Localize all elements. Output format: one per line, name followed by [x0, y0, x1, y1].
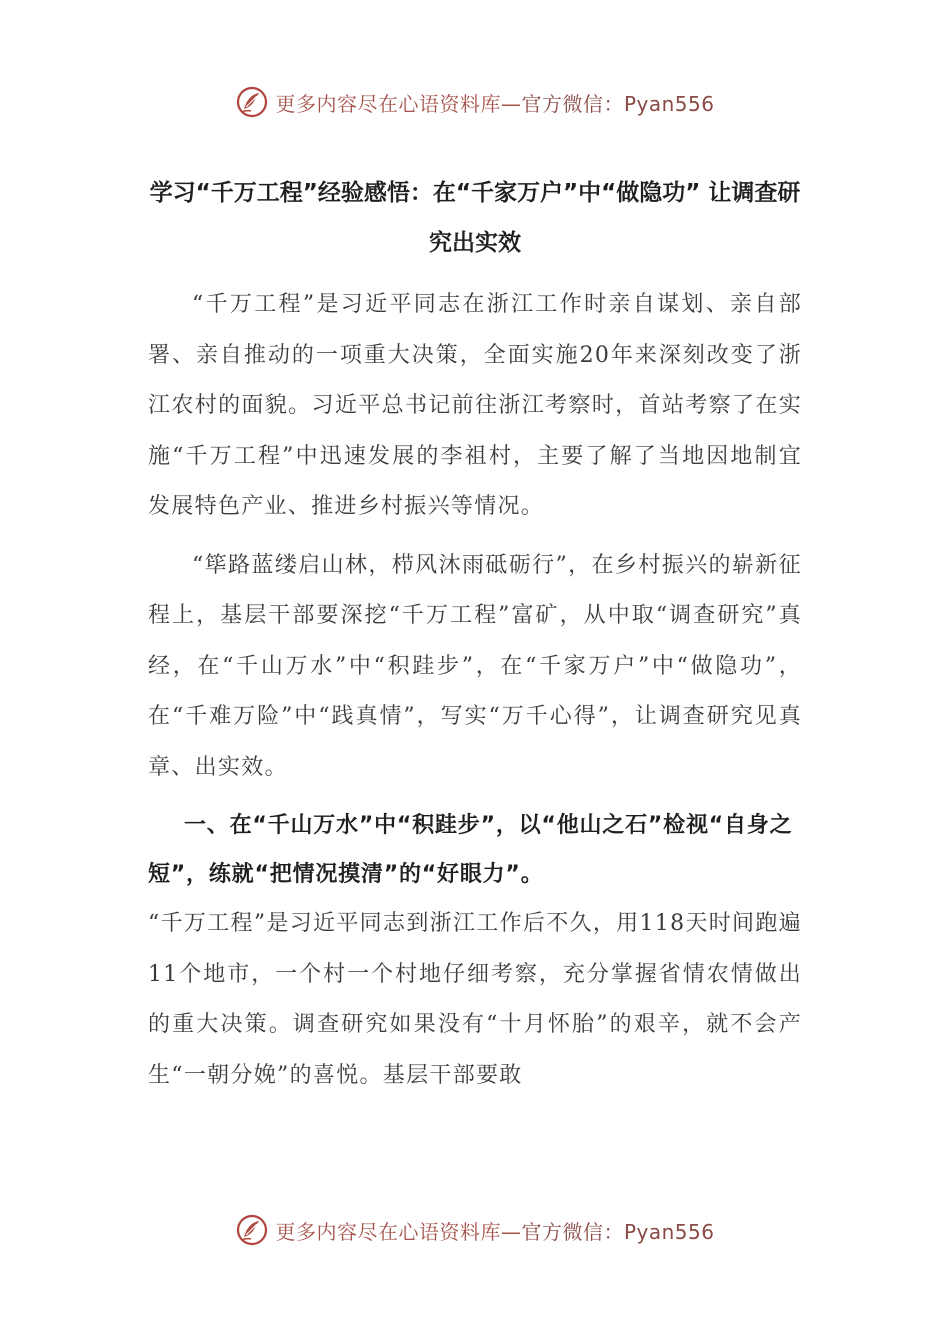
watermark-text: 更多内容尽在心语资料库—官方微信：Pyan556 — [275, 91, 715, 116]
watermark-banner-top — [0, 82, 950, 122]
watermark-banner-bottom — [0, 1210, 950, 1250]
paragraph-intro: “千万工程”是习近平同志在浙江工作时亲自谋划、亲自部署、亲自推动的一项重大决策，全面实施20年来深刻改变了浙江农村的面貌。习近平总书记前往浙江考察时，首站考察了在实施“千万工程”中迅速发展的李祖村，主要了解了当地因地制宜发展特色产业、推进乡村振兴等情况。 — [148, 292, 802, 519]
watermark-text: 更多内容尽在心语资料库—官方微信：Pyan556 — [275, 1219, 715, 1244]
section-heading-1: 一、在“千山万水”中“积跬步”，以“他山之石”检视“自身之短”，练就“把情况摸清”的“好眼力”。 — [148, 813, 793, 887]
section-paragraph-1: “千万工程”是习近平同志到浙江工作后不久，用118天时间跑遍11个地市，一个村一个村地仔细考察，充分掌握省情农情做出的重大决策。调查研究如果没有“十月怀胎”的艰辛，就不会产生“一朝分娩”的喜悦。基层干部要敢 — [148, 911, 802, 1088]
pen-logo-icon — [235, 1213, 269, 1247]
document-title: 学习“千万工程”经验感悟：在“千家万户”中“做隐功” 让调查研究出实效 — [149, 180, 801, 256]
document-body — [148, 280, 802, 1109]
paragraph-overview: “筚路蓝缕启山林，栉风沐雨砥砺行”，在乡村振兴的崭新征程上，基层干部要深挖“千万工程”富矿，从中取“调查研究”真经，在“千山万水”中“积跬步”，在“千家万户”中“做隐功”，在“千难万险”中“践真情”，写实“万千心得”，让调查研究见真章、出实效。 — [148, 552, 802, 780]
pen-logo-icon — [235, 85, 269, 119]
